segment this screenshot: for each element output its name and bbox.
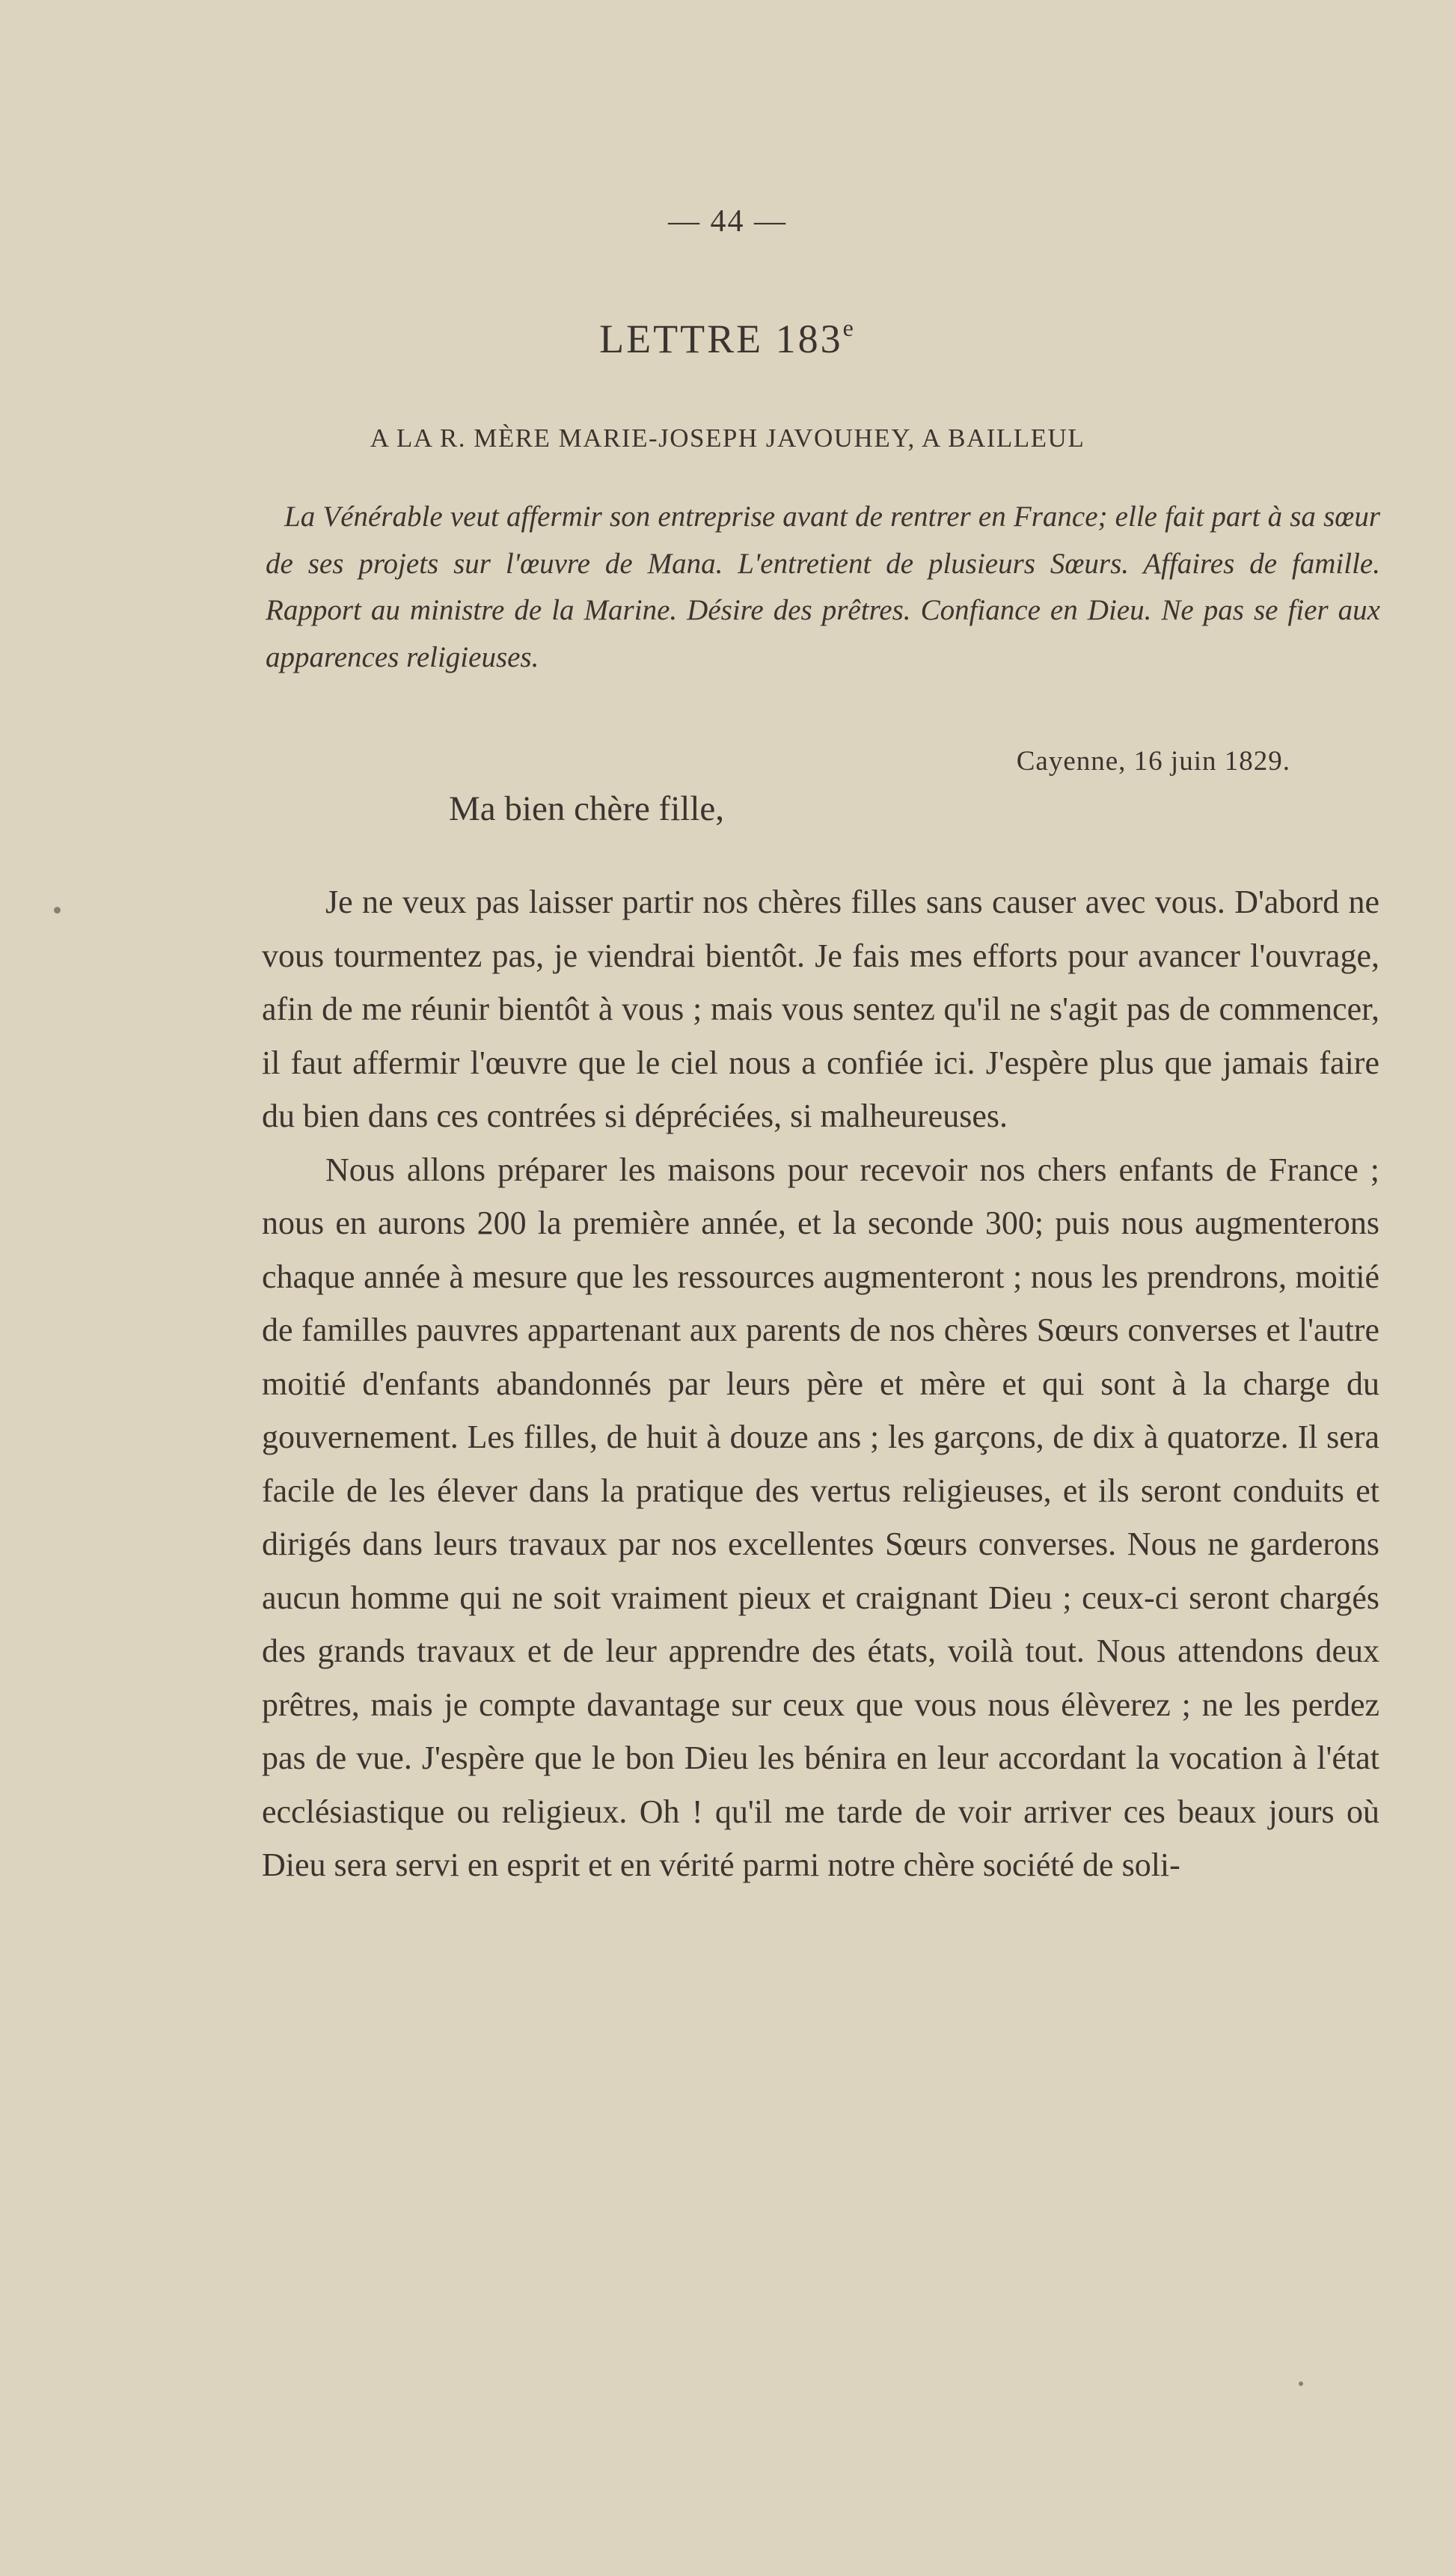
addressee-heading: A LA R. MÈRE MARIE-JOSEPH JAVOUHEY, A BAILLEUL: [370, 423, 1085, 453]
letter-summary: La Vénérable veut affermir son entreprise avant de rentrer en France; elle fait part à sa sœur de ses projets sur l'œuvre de Mana. L'entretient de plusieurs Sœurs. Affaires de famille. Rapport au ministre de la Marine. Désire des prêtres. Confiance en Dieu. Ne pas se fier aux apparences religieuses.: [266, 501, 1380, 673]
body-paragraph: Nous allons préparer les maisons pour recevoir nos chers enfants de France ; nous en aurons 200 la première année, et la seconde 300; puis nous augmenterons chaque année à mesure que les ressources augmenteront ; nous les prendrons, moitié de familles pauvres appartenant aux parents de nos chères Sœurs converses et l'autre moitié d'enfants abandonnés par leurs père et mère et qui sont à la charge du gouvernement. Les filles, de huit à douze ans ; les garçons, de dix à quatorze. Il sera facile de les élever dans la pratique des vertus religieuses, et ils seront conduits et dirigés dans leurs travaux par nos excellentes Sœurs converses. Nous ne garderons aucun homme qui ne soit vraiment pieux et craignant Dieu ; ceux-ci seront chargés des grands travaux et de leur apprendre des états, voilà tout. Nous attendons deux prêtres, mais je compte davantage sur ceux que vous nous élèverez ; ne les perdez pas de vue. J'espère que le bon Dieu les bénira en leur accordant la vocation à l'état ecclésiastique ou religieux. Oh ! qu'il me tarde de voir arriver ces beaux jours où Dieu sera servi en esprit et en vérité parmi notre chère société de soli-: [262, 1151, 1379, 1883]
letter-title-text: LETTRE 183: [599, 316, 843, 361]
letter-title: [0, 314, 1455, 362]
page-number: — 44 —: [668, 204, 787, 239]
dateline: Cayenne, 16 juin 1829.: [1016, 746, 1290, 777]
body-paragraph: Je ne veux pas laisser partir nos chères filles sans causer avec vous. D'abord ne vous tourmentez pas, je viendrai bientôt. Je fais mes efforts pour avancer l'ouvrage, afin de me réunir bientôt à vous ; mais vous sentez qu'il ne s'agit pas de commencer, il faut affermir l'œuvre que le ciel nous a confiée ici. J'espère plus que jamais faire du bien dans ces contrées si dépréciées, si malheureuses.: [262, 884, 1379, 1134]
ink-speck: [1299, 2381, 1303, 2386]
letter-body: [262, 875, 1379, 1892]
letter-title-suffix: e: [842, 314, 856, 341]
ink-speck: [54, 907, 61, 914]
salutation: Ma bien chère fille,: [449, 789, 724, 828]
